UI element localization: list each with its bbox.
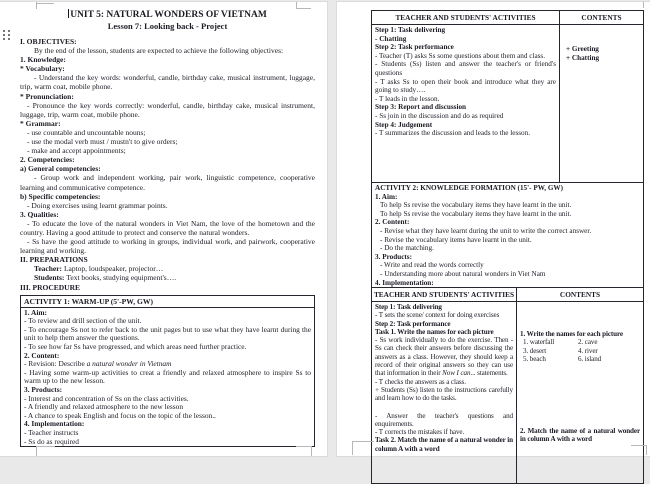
text-run: Step 1: Task delivering	[375, 303, 442, 311]
text-run: 2. Content:	[24, 350, 60, 360]
doc-line	[375, 184, 640, 193]
activity1-title: ACTIVITY 1: WARM-UP (5'-PW, GW)	[24, 296, 154, 306]
doc-line	[375, 129, 556, 138]
text-run: - use the modal verb must / mustn't to give orders;	[27, 137, 178, 147]
text-run: ACTIVITY 2: KNOWLEDGE FORMATION (15'- PW, GW)	[375, 184, 564, 192]
doc-line	[20, 137, 315, 146]
lesson-title	[20, 9, 315, 21]
doc-line	[20, 46, 315, 55]
list-item: 1. waterfall	[523, 338, 555, 347]
text-run: - T summarizes the discussion and leads to the lesson.	[375, 129, 531, 138]
text-run: - Chatting	[375, 34, 407, 43]
text-run: + Greeting	[566, 45, 599, 53]
doc-line	[375, 328, 513, 336]
text-run: - Do the matching.	[380, 244, 434, 253]
text-run: Step 2: Task performance	[375, 319, 451, 328]
text-run: - To educate the love of the natural wonders in Viet Nam, the love of the hometown and the country. Having a good attitude to protect and conserve the natural wonders.	[20, 218, 315, 237]
text-run: Step 3: Report and discussion	[375, 103, 467, 112]
doc-line	[20, 255, 315, 264]
doc-line	[520, 338, 640, 346]
doc-line	[375, 428, 513, 436]
crop-mark	[352, 441, 353, 455]
text-run: 2. Competencies:	[20, 155, 75, 165]
text-run: - A friendly and relaxed atmosphere to the new lesson	[24, 402, 184, 412]
doc-line	[20, 73, 315, 91]
doc-line	[375, 412, 513, 429]
col-header-activities: TEACHER AND STUDENTS' ACTIVITIES	[372, 11, 559, 25]
text-run: Step 2: Task performance	[375, 43, 454, 52]
doc-line	[375, 386, 513, 403]
crop-mark	[296, 446, 311, 447]
doc-line	[566, 45, 640, 54]
text-run: - T asks Ss to open their book and introduce what they are going to study….	[375, 77, 556, 95]
doc-line	[20, 55, 315, 64]
doc-line	[375, 227, 640, 236]
crop-mark	[36, 446, 55, 447]
doc-line	[20, 201, 315, 210]
activities-table-2	[371, 287, 644, 484]
text-run: - Revision: Describe	[24, 359, 87, 369]
crop-mark	[296, 8, 311, 9]
crop-mark	[352, 441, 374, 442]
text-run: - To review and drill section of the unit.	[24, 316, 142, 326]
doc-line	[375, 26, 556, 35]
text-run: b) Specific competencies:	[20, 191, 101, 201]
text-run: ... statements.	[470, 369, 508, 378]
text-run: a) General competencies:	[20, 164, 101, 174]
cell-activities-2	[372, 302, 516, 456]
text-run: 2. Match the name of a natural wonder in column A with a word	[520, 427, 640, 444]
doc-line	[375, 201, 640, 210]
document-page-left[interactable]	[0, 2, 327, 456]
text-run: - Having some warm-up activities to creat a friendly and relaxed atmosphere to inspire Ss to warm up to the new lesson.	[24, 367, 311, 386]
doc-line	[375, 311, 513, 319]
text-run: - Teacher (T) asks Ss some questions about them and class.	[375, 51, 546, 60]
doc-line	[520, 427, 640, 444]
doc-line	[375, 95, 556, 104]
text-run: - Answer the teacher's questions and enquirements.	[375, 411, 513, 428]
doc-line	[375, 121, 556, 130]
doc-line	[375, 303, 513, 311]
objectives-body	[20, 37, 315, 292]
doc-line	[566, 54, 640, 63]
doc-line	[20, 237, 315, 255]
text-run: 1. Aim:	[375, 192, 398, 201]
doc-line	[375, 270, 640, 279]
doc-line	[375, 236, 640, 245]
text-run: Task 1. Write the names for each picture	[375, 327, 494, 336]
text-run: + Students (Ss) listen to the instructions carefully and learn how to do the tasks.	[375, 385, 513, 403]
doc-line	[375, 261, 640, 270]
activity1-header	[21, 296, 314, 308]
doc-line	[20, 192, 315, 201]
lesson-subtitle: Lesson 7: Looking back - Project	[107, 21, 228, 31]
text-run: 1. Aim:	[24, 307, 47, 317]
drag-handle-icon[interactable]	[3, 30, 12, 43]
text-run: - T corrects the mistakes if have.	[375, 428, 465, 437]
col-header-contents: CONTENTS	[559, 11, 643, 25]
text-run: Step 1: Task delivering	[375, 26, 446, 34]
text-run: - Interest and concentration of Ss on the class activities.	[24, 393, 189, 403]
doc-line	[375, 210, 640, 219]
text-run: Task 2. Match the name of a natural wonder in column A with a word	[375, 436, 513, 453]
text-run: 3. Products:	[375, 252, 413, 261]
list-item: 5. beach	[523, 354, 546, 363]
doc-line	[24, 326, 311, 343]
text-run: I. OBJECTIVES:	[20, 37, 77, 46]
doc-line	[520, 355, 640, 363]
text-run: Teacher:	[34, 264, 64, 274]
text-run: - Doing exercises using learnt grammar points.	[27, 200, 168, 210]
cell-activities-1	[372, 25, 559, 163]
doc-line	[375, 43, 556, 52]
text-run: * Pronunciation:	[20, 91, 74, 101]
text-run: - T leads in the lesson.	[375, 94, 440, 103]
activity1-body	[21, 308, 314, 446]
doc-line	[520, 330, 640, 338]
doc-line	[375, 253, 640, 262]
list-item: 2. cave	[577, 338, 598, 347]
doc-line	[20, 273, 315, 282]
text-run: Laptop, loudspeaker, projector…	[63, 264, 164, 274]
text-run: - Understanding more about natural wonders in Viet Nam	[380, 269, 546, 278]
text-run: 3. Qualities:	[20, 209, 59, 219]
cell-contents-1	[559, 25, 643, 182]
doc-line	[375, 320, 513, 328]
doc-line	[20, 283, 315, 292]
text-run: To help Ss revise the vocabulary items they have learnt in the unit.	[380, 209, 572, 218]
doc-line	[375, 193, 640, 202]
col-header-contents-2: CONTENTS	[516, 288, 643, 302]
text-run: + Chatting	[566, 53, 600, 62]
activity1-table	[20, 295, 315, 447]
text-run: II. PREPARATIONS	[20, 255, 88, 265]
text-run: Step 4: Judgement	[375, 120, 433, 129]
cell-activity2	[372, 183, 643, 287]
col-header-activities-2: TEACHER AND STUDENTS' ACTIVITIES	[372, 288, 516, 302]
doc-line	[375, 436, 513, 453]
text-run: - T checks the answers as a class.	[375, 377, 466, 386]
doc-line	[375, 52, 556, 61]
doc-line	[375, 279, 640, 287]
doc-line	[20, 146, 315, 155]
text-run: III. PROCEDURE	[20, 282, 81, 292]
doc-line	[20, 210, 315, 219]
text-run: Students:	[34, 273, 67, 283]
crop-mark	[36, 446, 37, 456]
text-run: * Grammar:	[20, 118, 61, 128]
doc-line	[375, 60, 556, 77]
doc-line	[375, 244, 640, 253]
list-item: 4. river	[577, 346, 598, 355]
document-page-right[interactable]	[337, 2, 650, 456]
list-item: 6. island	[577, 354, 602, 363]
crop-mark	[643, 2, 644, 8]
text-run: Text books, studying equipment's….	[66, 273, 177, 283]
doc-line	[24, 438, 311, 446]
text-run: - T sets the scene/ context for doing exercises	[375, 311, 500, 320]
doc-line	[20, 219, 315, 237]
text-run: 2. Content:	[375, 218, 410, 227]
doc-line	[375, 218, 640, 227]
text-run: - Group work and independent working, pair work, linguistic competence, cooperative learning and communicative competence.	[20, 173, 315, 192]
text-run: Now I can	[442, 369, 471, 378]
doc-line	[20, 164, 315, 173]
text-run: - Ss work individually to do the exercise. Then - Ss can check their answers before discussing the answers as a class. However, they should keep a record of their original answers so they can use that information in their	[375, 336, 513, 378]
doc-line	[375, 35, 556, 44]
text-run: - Ss join in the discussion and do as required	[375, 111, 504, 120]
doc-line	[375, 103, 556, 112]
text-run: 1. Knowledge:	[20, 55, 66, 65]
doc-line	[24, 343, 311, 352]
text-run: By the end of the lesson, students are expected to achieve the following objectives:	[34, 46, 284, 56]
text-run: - use countable and uncountable nouns;	[27, 127, 146, 137]
doc-line	[520, 347, 640, 355]
text-run: 4. Implementation:	[24, 419, 85, 429]
doc-line	[20, 37, 315, 46]
text-run: - Ss have the good attitude to working in groups, individual work, and pairwork, cooperative learning and working.	[20, 237, 315, 256]
doc-line	[20, 155, 315, 164]
text-run: - A chance to speak English and focus on the topic of the lesson..	[24, 410, 216, 420]
doc-line	[375, 378, 513, 386]
text-run: - Pronounce the key words correctly: wonderful, candle, birthday cake, musical instrument, luggage, trip, warm coat, mobile phone.	[20, 100, 315, 119]
list-item: 3. desert	[523, 346, 547, 355]
text-run: - make and accept appointments;	[27, 146, 126, 156]
lesson-title-text: UNIT 5: NATURAL WONDERS OF VIETNAM	[70, 10, 267, 20]
text-run: * Vocabulary:	[20, 64, 65, 74]
crop-mark	[36, 3, 54, 4]
activities-table-1	[371, 10, 644, 183]
doc-line	[375, 336, 513, 377]
text-run: a natural wonder in Vietnam	[86, 359, 172, 369]
doc-line	[375, 112, 556, 121]
crop-mark	[631, 445, 646, 446]
text-run: - Ss do as required	[24, 436, 80, 446]
doc-line	[20, 64, 315, 73]
doc-line	[20, 173, 315, 191]
text-run: 1. Write the names for each picture	[520, 330, 623, 338]
crop-mark	[311, 446, 312, 456]
doc-line	[20, 264, 315, 273]
text-run: - Understand the key words: wonderful, candle, birthday cake, musical instrument, luggage, trip, warm coat, mobile phone.	[20, 73, 315, 92]
text-run: - Revise the vocabulary items have learnt in the unit.	[380, 235, 532, 244]
doc-line	[20, 101, 315, 119]
text-run: - Write and read the words correctly	[380, 261, 484, 270]
activity2-section	[371, 182, 644, 288]
doc-line	[375, 78, 556, 95]
text-run: 3. Products:	[24, 384, 63, 394]
text-run: To help Ss revise the vocabulary items they have learnt in the unit.	[380, 201, 572, 210]
text-run: - Teacher instructs	[24, 427, 79, 437]
doc-line	[20, 119, 315, 128]
doc-line	[20, 92, 315, 101]
procedure-tables	[371, 10, 644, 484]
doc-line	[24, 369, 311, 386]
text-run: - To encourage Ss not to refer back to the unit pages but to use what they have learnt during the unit to help them answer the questions.	[24, 324, 311, 343]
text-run: - Revise what they have learnt during the unit to write the correct answer.	[380, 226, 592, 235]
page-left-content	[0, 2, 327, 447]
crop-mark	[646, 445, 647, 455]
doc-line	[20, 128, 315, 137]
text-run: - To see how far Ss have progressed, and which areas need further practice.	[24, 342, 247, 351]
text-run: - Students (Ss) listen and answer the teacher's or friend's questions	[375, 60, 556, 77]
text-run: 4. Implementation:	[375, 278, 434, 287]
